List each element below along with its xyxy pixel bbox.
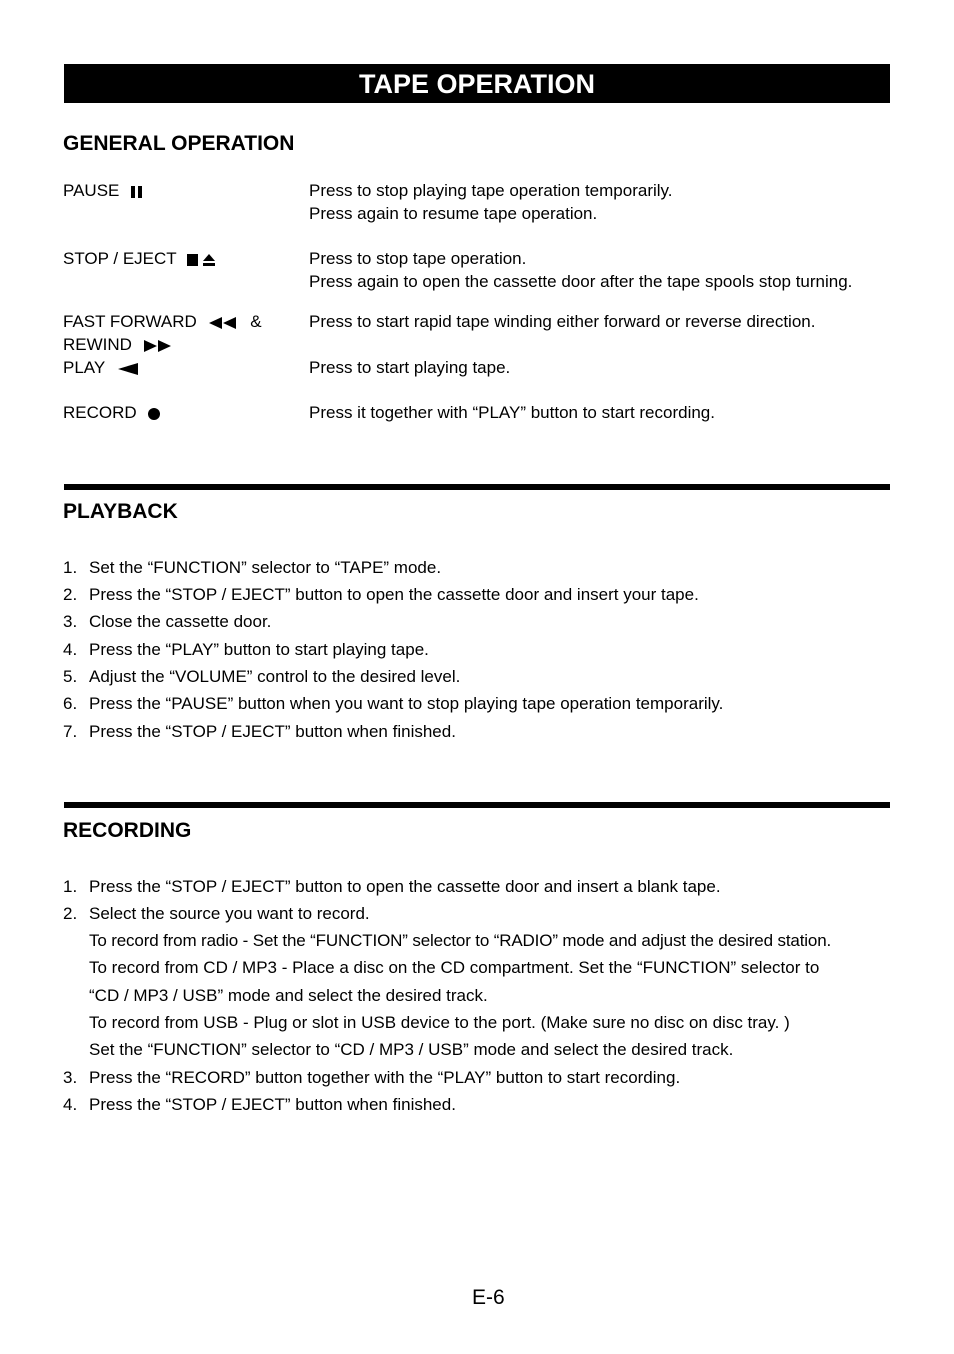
stop-eject-label: STOP / EJECT — [63, 249, 217, 269]
recording-heading: RECORDING — [63, 819, 192, 842]
play-desc-line-1: Press to start playing tape. — [309, 358, 511, 377]
record-label: RECORD — [63, 403, 161, 423]
playback-step-text: Press the “PLAY” button to start playing tape. — [89, 640, 429, 659]
fast-forward-label: FAST FORWARD & — [63, 312, 262, 331]
rewind-label: REWIND — [63, 335, 173, 355]
recording-step-text: Press the “STOP / EJECT” button to open the cassette door and insert a blank tape. — [89, 877, 721, 896]
recording-step-number: 2. — [63, 904, 78, 923]
recording-step-text: Press the “STOP / EJECT” button when finished. — [89, 1095, 456, 1114]
playback-step-number: 1. — [63, 558, 78, 577]
playback-step-number: 2. — [63, 585, 78, 604]
recording-step-number: 3. — [63, 1068, 78, 1087]
recording-source-line: To record from CD / MP3 - Place a disc on the CD compartment. Set the “FUNCTION” selector to — [89, 958, 820, 977]
pause-icon — [130, 185, 144, 199]
playback-step-number: 3. — [63, 612, 78, 631]
playback-step-number: 6. — [63, 694, 78, 713]
rewind-icon — [143, 340, 173, 352]
recording-step-text: Press the “RECORD” button together with the “PLAY” button to start recording. — [89, 1068, 681, 1087]
playback-step-text: Press the “STOP / EJECT” button when finished. — [89, 722, 456, 741]
stop-eject-desc-line-2: Press again to open the cassette door after the tape spools stop turning. — [309, 272, 853, 291]
recording-source-line: “CD / MP3 / USB” mode and select the desired track. — [89, 986, 488, 1005]
recording-step-number: 1. — [63, 877, 78, 896]
playback-step-text: Press the “STOP / EJECT” button to open the cassette door and insert your tape. — [89, 585, 699, 604]
recording-source-line: Set the “FUNCTION” selector to “CD / MP3 / USB” mode and select the desired track. — [89, 1040, 734, 1059]
record-desc-line-1: Press it together with “PLAY” button to start recording. — [309, 403, 715, 422]
fast-forward-icon — [208, 317, 238, 329]
play-icon — [116, 363, 140, 375]
play-label: PLAY — [63, 358, 140, 378]
playback-step-text: Close the cassette door. — [89, 612, 272, 631]
fast-forward-desc-line-1: Press to start rapid tape winding either forward or reverse direction. — [309, 312, 816, 331]
recording-step-number: 4. — [63, 1095, 78, 1114]
section-divider-playback — [64, 484, 890, 490]
pause-label: PAUSE — [63, 181, 144, 201]
playback-step-text: Set the “FUNCTION” selector to “TAPE” mode. — [89, 558, 442, 577]
recording-source-line: To record from USB - Plug or slot in USB device to the port. (Make sure no disc on disc tray. ) — [89, 1013, 790, 1032]
record-icon — [147, 407, 161, 421]
page-title: TAPE OPERATION — [64, 64, 890, 103]
playback-step-number: 4. — [63, 640, 78, 659]
playback-step-text: Adjust the “VOLUME” control to the desired level. — [89, 667, 461, 686]
recording-source-line: To record from radio - Set the “FUNCTION” selector to “RADIO” mode and adjust the desired station. — [89, 931, 832, 950]
pause-desc-line-2: Press again to resume tape operation. — [309, 204, 598, 223]
recording-step-text: Select the source you want to record. — [89, 904, 370, 923]
playback-step-text: Press the “PAUSE” button when you want to stop playing tape operation temporarily. — [89, 694, 724, 713]
playback-step-number: 5. — [63, 667, 78, 686]
page-number: E-6 — [472, 1286, 505, 1309]
playback-step-number: 7. — [63, 722, 78, 741]
playback-heading: PLAYBACK — [63, 500, 178, 523]
stop-eject-desc-line-1: Press to stop tape operation. — [309, 249, 527, 268]
section-divider-recording — [64, 802, 890, 808]
stop-eject-icon — [187, 253, 217, 267]
general-operation-heading: GENERAL OPERATION — [63, 132, 295, 155]
pause-desc-line-1: Press to stop playing tape operation temporarily. — [309, 181, 673, 200]
